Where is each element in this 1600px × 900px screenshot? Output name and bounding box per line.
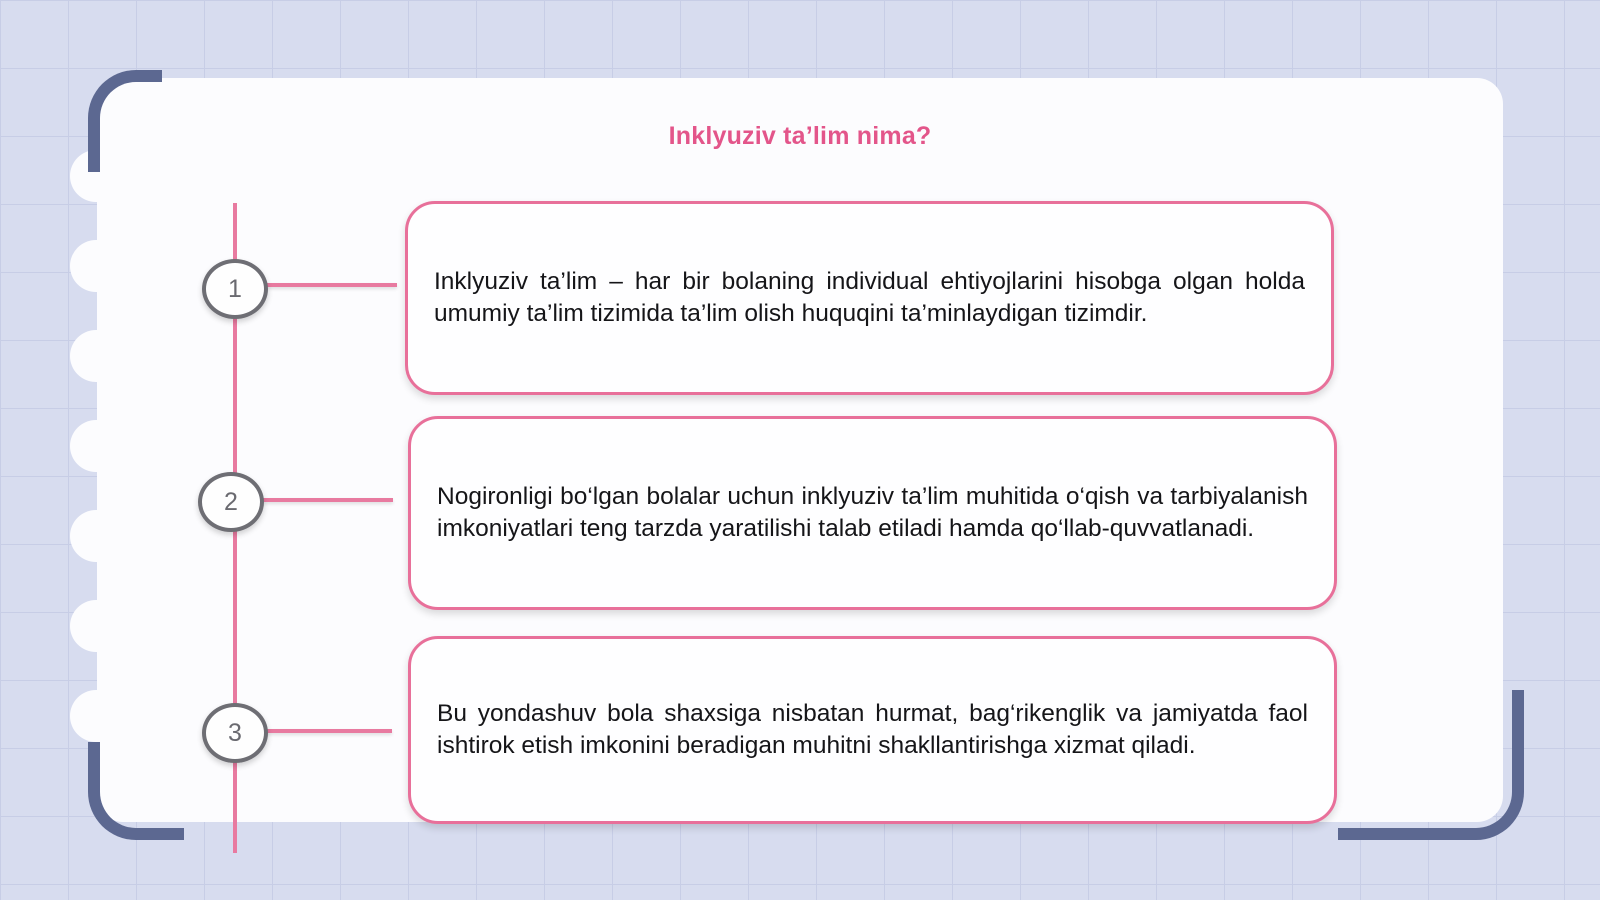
connector-line-3	[264, 729, 392, 733]
frame-corner-bottom-left	[88, 742, 184, 840]
step-number-1: 1	[202, 259, 268, 319]
slide-title: Inklyuziv ta’lim nima?	[668, 122, 932, 150]
info-box-3	[408, 636, 1337, 824]
info-text-3: Bu yondashuv bola shaxsiga nisbatan hurmat, bag‘rikenglik va jamiyatda faol ishtirok etish imkonini beradigan muhitni shakllantirishga xizmat qiladi.	[437, 700, 1308, 759]
info-text-2: Nogironligi bo‘lgan bolalar uchun inklyuziv ta’lim muhitida o‘qish va tarbiyalanish imkoniyatlari teng tarzda yaratilishi talab etiladi hamda qo‘llab-quvvatlanadi.	[437, 483, 1308, 542]
connector-line-2	[262, 498, 393, 502]
scallop-edge	[70, 330, 126, 382]
info-text-1: Inklyuziv ta’lim – har bir bolaning individual ehtiyojlarini hisobga olgan holda umumiy ta’lim tizimida ta’lim olish huquqini ta’minlaydigan tizimdir.	[434, 268, 1305, 327]
step-number-3: 3	[202, 703, 268, 763]
scallop-edge	[70, 690, 126, 742]
scallop-edge	[70, 510, 126, 562]
scallop-edge	[70, 600, 126, 652]
info-box-1	[405, 201, 1334, 395]
step-number-2: 2	[198, 472, 264, 532]
info-box-2	[408, 416, 1337, 610]
scallop-edge	[70, 240, 126, 292]
connector-line-1	[264, 283, 397, 287]
frame-corner-bottom-right	[1338, 690, 1524, 840]
scallop-edge	[70, 420, 126, 472]
frame-corner-top-left	[88, 70, 162, 172]
